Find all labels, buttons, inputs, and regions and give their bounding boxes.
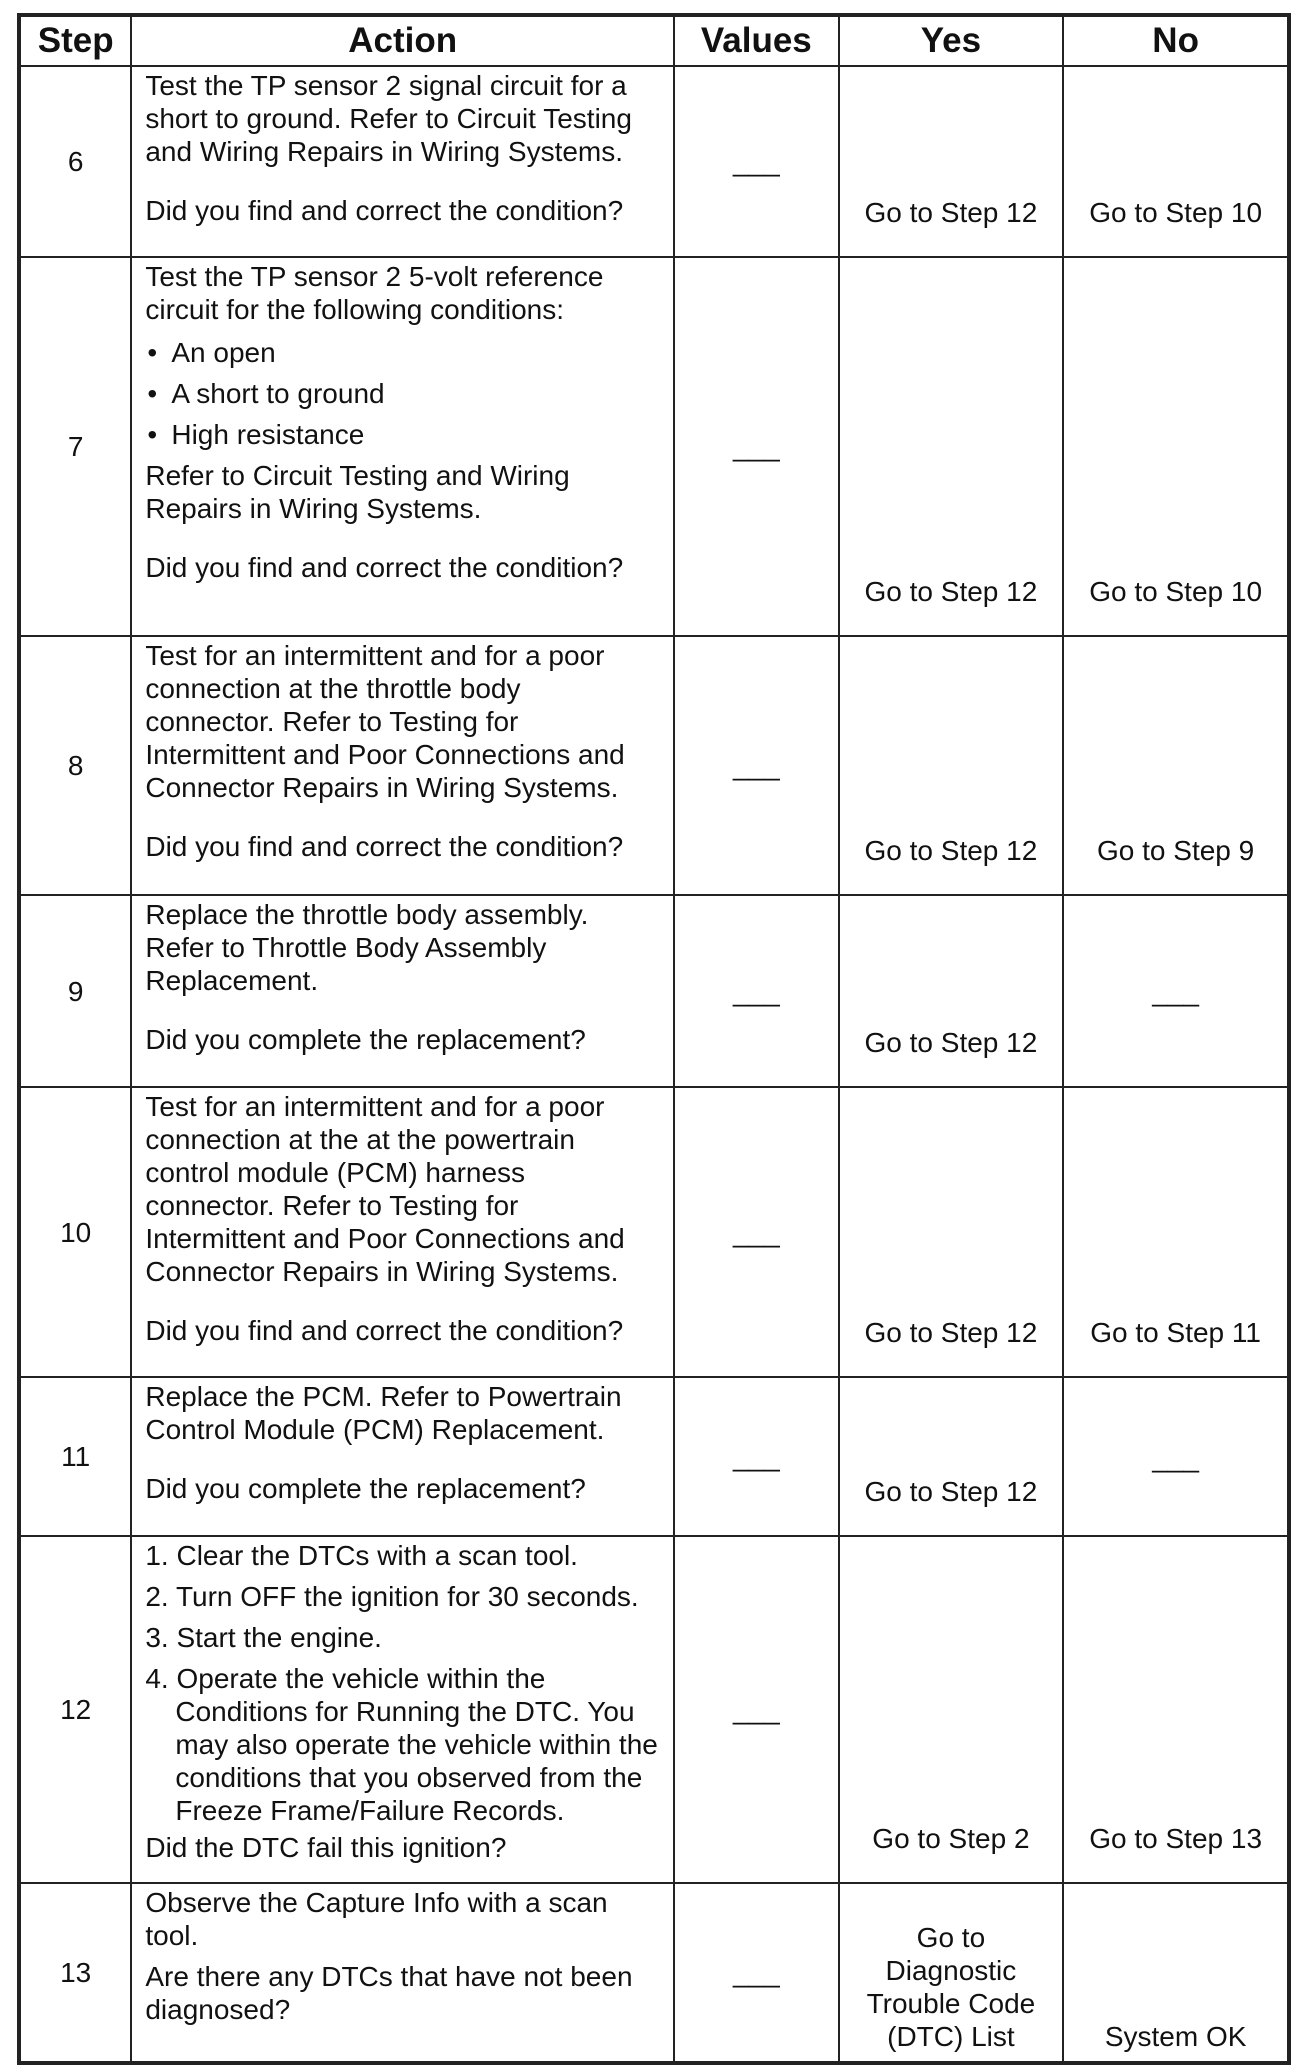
action-cell (131, 66, 674, 257)
bullet-item: • A short to ground (145, 377, 665, 410)
action-line: Replacement. (145, 965, 319, 996)
action-line: circuit for the following conditions: (145, 294, 564, 325)
yes-cell: Go to Step 12 (839, 636, 1064, 895)
no-cell: Go to Step 13 (1063, 1536, 1289, 1883)
numbered-item: 2. Turn OFF the ignition for 30 seconds. (145, 1581, 639, 1612)
bullet-item: • High resistance (145, 418, 665, 451)
values-cell: ___ (674, 1883, 839, 2063)
action-line: Replace the PCM. Refer to Powertrain (145, 1381, 622, 1412)
action-question: Did you find and correct the condition? (145, 1315, 624, 1346)
action-line: Intermittent and Poor Connections and (145, 1223, 625, 1254)
table-row (19, 1377, 1289, 1536)
numbered-item: 1. Clear the DTCs with a scan tool. (145, 1540, 578, 1571)
action-line: Refer to Circuit Testing and Wiring (145, 460, 570, 491)
yes-cell: Go to Step 12 (839, 257, 1064, 636)
action-line: Test for an intermittent and for a poor (145, 640, 605, 671)
action-cell (131, 636, 674, 895)
header-row (19, 15, 1289, 66)
action-question: Did you complete the replacement? (145, 1024, 586, 1055)
values-cell: ___ (674, 1087, 839, 1377)
action-question: Did you complete the replacement? (145, 1473, 586, 1504)
action-cell (131, 1536, 674, 1883)
yes-cell: Go to Step 12 (839, 66, 1064, 257)
header-action: Action (131, 15, 674, 66)
no-cell: Go to Step 9 (1063, 636, 1289, 895)
header-no: No (1063, 15, 1289, 66)
action-cell (131, 1377, 674, 1536)
action-line: short to ground. Refer to Circuit Testing (145, 103, 632, 134)
action-cell (131, 1883, 674, 2063)
step-number: 8 (19, 636, 131, 895)
no-cell: Go to Step 10 (1063, 66, 1289, 257)
step-number: 10 (19, 1087, 131, 1377)
action-line: Test the TP sensor 2 signal circuit for a (145, 70, 627, 101)
action-line: Observe the Capture Info with a scan (145, 1887, 608, 1918)
table-row (19, 257, 1289, 636)
action-line: connection at the at the powertrain (145, 1124, 575, 1155)
action-line: Connector Repairs in Wiring Systems. (145, 772, 619, 803)
action-line: Refer to Throttle Body Assembly (145, 932, 547, 963)
no-cell: Go to Step 11 (1063, 1087, 1289, 1377)
table-row (19, 1536, 1289, 1883)
action-line: connector. Refer to Testing for (145, 706, 519, 737)
no-cell: ___ (1063, 1377, 1289, 1536)
action-question: Did you find and correct the condition? (145, 552, 624, 583)
values-cell: ___ (674, 895, 839, 1087)
action-question: Did you find and correct the condition? (145, 195, 624, 226)
no-cell: Go to Step 10 (1063, 257, 1289, 636)
action-line: tool. (145, 1920, 199, 1951)
step-number: 7 (19, 257, 131, 636)
no-cell: ___ (1063, 895, 1289, 1087)
values-cell: ___ (674, 1377, 839, 1536)
values-cell: ___ (674, 257, 839, 636)
table-row (19, 636, 1289, 895)
yes-cell: Go to Step 12 (839, 895, 1064, 1087)
action-question: Did you find and correct the condition? (145, 831, 624, 862)
action-question: Did the DTC fail this ignition? (145, 1832, 507, 1863)
step-number: 6 (19, 66, 131, 257)
step-number: 13 (19, 1883, 131, 2063)
action-line: connector. Refer to Testing for (145, 1190, 519, 1221)
action-cell (131, 257, 674, 636)
step-number: 12 (19, 1536, 131, 1883)
table-row (19, 1087, 1289, 1377)
action-line: Replace the throttle body assembly. (145, 899, 589, 930)
action-question: Are there any DTCs that have not been diagnosed? (145, 1961, 633, 2025)
table-row (19, 895, 1289, 1087)
step-number: 11 (19, 1377, 131, 1536)
diagnostic-table (17, 13, 1291, 2065)
header-step: Step (19, 15, 131, 66)
numbered-item: 3. Start the engine. (145, 1622, 382, 1653)
values-cell: ___ (674, 636, 839, 895)
action-line: Test for an intermittent and for a poor (145, 1091, 605, 1122)
header-yes: Yes (839, 15, 1064, 66)
yes-cell: Go to Step 12 (839, 1377, 1064, 1536)
numbered-item: 4. Operate the vehicle within the Conditions for Running the DTC. You may also operate the vehicle within the conditions that you observed from the Freeze Frame/Failure Records. (145, 1663, 658, 1826)
action-line: Repairs in Wiring Systems. (145, 493, 482, 524)
table-row (19, 66, 1289, 257)
no-cell: System OK (1063, 1883, 1289, 2063)
action-line: Control Module (PCM) Replacement. (145, 1414, 605, 1445)
values-cell: ___ (674, 66, 839, 257)
header-values: Values (674, 15, 839, 66)
action-line: Test the TP sensor 2 5-volt reference (145, 261, 604, 292)
step-number: 9 (19, 895, 131, 1087)
bullet-item: • An open (145, 336, 665, 369)
yes-cell: Go to Step 2 (839, 1536, 1064, 1883)
action-line: connection at the throttle body (145, 673, 521, 704)
yes-cell: Go to Step 12 (839, 1087, 1064, 1377)
values-cell: ___ (674, 1536, 839, 1883)
action-line: control module (PCM) harness (145, 1157, 526, 1188)
action-line: Intermittent and Poor Connections and (145, 739, 625, 770)
action-line: Connector Repairs in Wiring Systems. (145, 1256, 619, 1287)
yes-cell: Go to Diagnostic Trouble Code (DTC) List (839, 1883, 1064, 2063)
action-line: and Wiring Repairs in Wiring Systems. (145, 136, 624, 167)
table-row (19, 1883, 1289, 2063)
action-cell (131, 895, 674, 1087)
action-cell (131, 1087, 674, 1377)
